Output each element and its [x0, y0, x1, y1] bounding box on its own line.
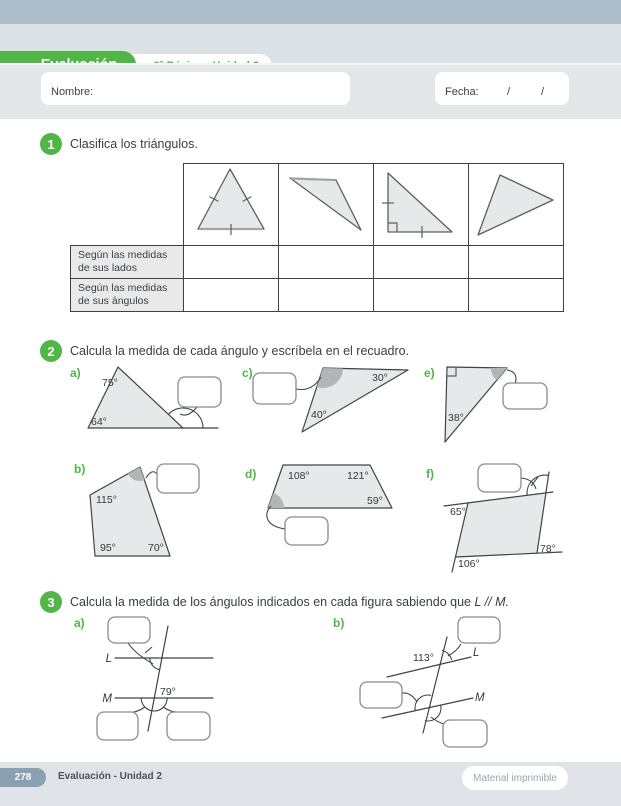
answer-cell[interactable]	[184, 246, 279, 279]
triangle-cell-1	[184, 164, 279, 246]
name-field[interactable]	[41, 72, 350, 105]
line-l-label: L	[105, 653, 112, 665]
answer-box[interactable]	[178, 377, 221, 407]
figure-3b-letter: b)	[333, 616, 345, 630]
page-number: 278	[14, 772, 32, 783]
figure-f-letter: f)	[426, 467, 434, 481]
triangle-cell-2	[279, 164, 374, 246]
angle-108: 108°	[288, 470, 310, 482]
angle-38: 38°	[448, 412, 464, 424]
figure-e-letter: e)	[424, 366, 435, 380]
answer-box[interactable]	[478, 464, 521, 492]
q2-prompt: Calcula la medida de cada ángulo y escríbela en el recuadro.	[70, 344, 410, 358]
figure-3a-letter: a)	[74, 616, 85, 630]
page-number-badge	[0, 768, 46, 787]
answer-box[interactable]	[108, 617, 150, 643]
angle-78: 78°	[540, 543, 556, 555]
angle-115: 115°	[96, 494, 117, 506]
q2-number: 2	[47, 343, 55, 359]
angle-64: 64°	[91, 416, 107, 428]
q3-prompt	[70, 595, 509, 609]
angle-40: 40°	[311, 409, 327, 421]
q3-prompt-math: L // M.	[474, 595, 509, 609]
figure-c	[242, 366, 408, 432]
answer-box[interactable]	[285, 517, 328, 545]
row-label-sides: Según las medidas de sus lados	[71, 246, 184, 279]
answer-box[interactable]	[360, 682, 402, 708]
equilateral-triangle-icon	[185, 164, 278, 240]
q3-prompt-text: Calcula la medida de los ángulos indicados en cada figura sabiendo que	[70, 595, 471, 609]
angle-113: 113°	[413, 652, 434, 664]
q1-number: 1	[47, 136, 55, 152]
q1-number-badge	[40, 133, 62, 155]
answer-cell[interactable]	[374, 246, 469, 279]
acute-scalene-triangle-icon	[470, 164, 563, 240]
figure-f	[426, 464, 562, 572]
angle-79: 79°	[160, 686, 176, 698]
angle-75: 75°	[102, 377, 118, 389]
classification-table	[70, 163, 564, 312]
date-label: Fecha:	[445, 86, 479, 98]
row-label-angles: Según las medidas de sus ángulos	[71, 279, 184, 312]
date-slash-1: /	[507, 86, 511, 98]
answer-cell[interactable]	[184, 279, 279, 312]
answer-box[interactable]	[503, 383, 547, 409]
printable-badge	[462, 766, 568, 790]
printable-badge-label: Material imprimible	[473, 772, 557, 784]
answer-cell[interactable]	[469, 246, 564, 279]
answer-box[interactable]	[97, 712, 138, 740]
answer-box[interactable]	[443, 720, 487, 747]
figure-b-letter: b)	[74, 462, 86, 476]
answer-box[interactable]	[167, 712, 210, 740]
angle-65: 65°	[450, 506, 466, 518]
q1-prompt: Clasifica los triángulos.	[70, 137, 198, 151]
footer-title: Evaluación - Unidad 2	[58, 771, 162, 782]
figure-b	[74, 462, 199, 556]
figure-a-letter: a)	[70, 366, 81, 380]
angle-95: 95°	[100, 542, 116, 554]
angle-121: 121°	[347, 470, 369, 482]
q3-figures-canvas	[0, 610, 621, 760]
right-triangle-icon	[375, 164, 468, 240]
date-field[interactable]	[435, 72, 569, 105]
date-slash-2: /	[541, 86, 545, 98]
line-m-label: M	[102, 693, 112, 705]
line-m-label: M	[475, 692, 485, 704]
header-band	[0, 24, 621, 63]
figure-3b	[333, 616, 500, 747]
name-label: Nombre:	[51, 86, 94, 98]
triangle-cell-4	[469, 164, 564, 246]
figure-d-letter: d)	[245, 467, 257, 481]
angle-70: 70°	[148, 542, 164, 554]
figure-3a	[74, 616, 213, 740]
q2-figures-canvas	[0, 355, 621, 585]
answer-cell[interactable]	[374, 279, 469, 312]
figure-e	[424, 366, 547, 442]
table-corner-empty	[71, 164, 184, 246]
top-strip	[0, 0, 621, 24]
answer-box[interactable]	[157, 464, 199, 493]
answer-cell[interactable]	[279, 246, 374, 279]
angle-106: 106°	[458, 558, 480, 570]
q3-number: 3	[47, 594, 55, 610]
figure-a	[70, 366, 221, 428]
figure-d	[245, 465, 392, 545]
answer-box[interactable]	[253, 373, 296, 404]
line-l-label: L	[473, 647, 480, 659]
answer-cell[interactable]	[469, 279, 564, 312]
triangle-cell-3	[374, 164, 469, 246]
angle-59: 59°	[367, 495, 383, 507]
obtuse-scalene-triangle-icon	[280, 164, 373, 240]
figure-c-letter: c)	[242, 366, 253, 380]
answer-box[interactable]	[458, 617, 500, 643]
answer-cell[interactable]	[279, 279, 374, 312]
angle-30: 30°	[372, 372, 388, 384]
